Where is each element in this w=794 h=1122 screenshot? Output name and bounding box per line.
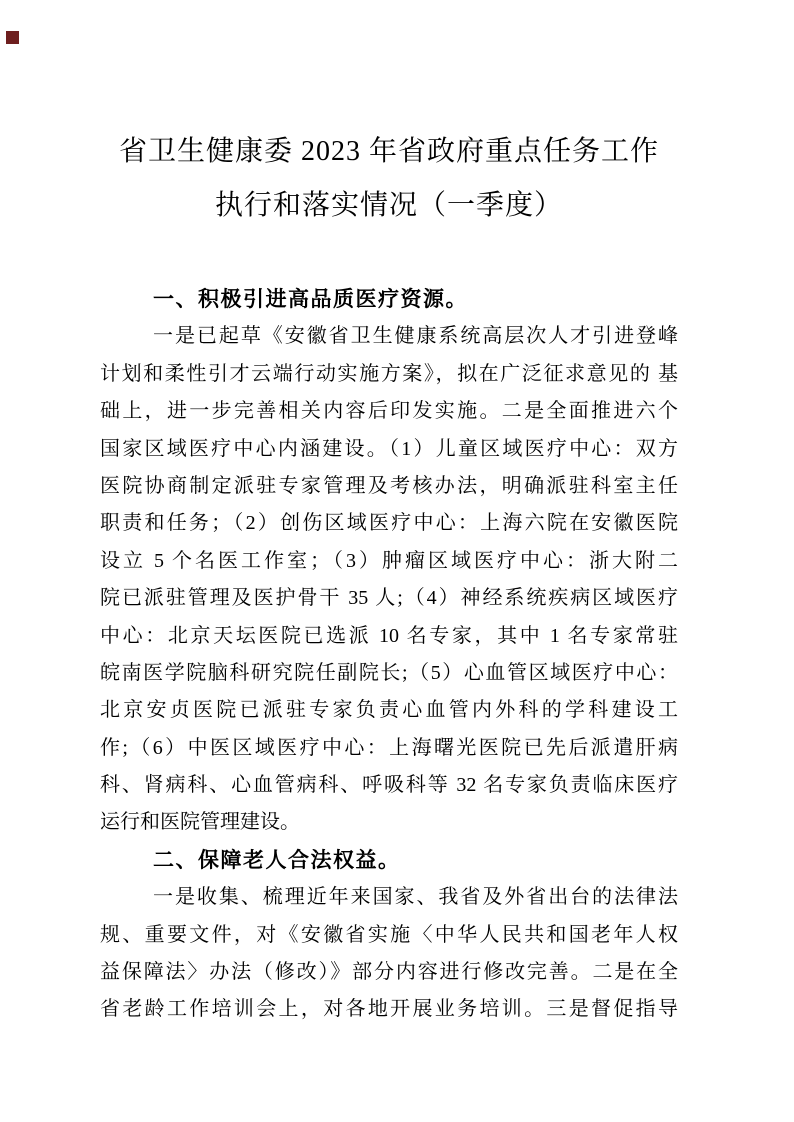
section-heading: 一、积极引进高品质医疗资源。 bbox=[153, 288, 468, 311]
document-title-line-2: 执行和落实情况（一季度） bbox=[214, 190, 563, 221]
doc-line: 础上，进一步完善相关内容后印发实施。二是全面推进六个 bbox=[100, 400, 678, 423]
doc-line: 省老龄工作培训会上，对各地开展业务培训。三是督促指导 bbox=[100, 998, 678, 1021]
doc-line: 皖南医学院脑科研究院任副院长;（5）心血管区域医疗中心： bbox=[100, 661, 678, 684]
doc-line: 作;（6）中医区域医疗中心：上海曙光医院已先后派遣肝病 bbox=[100, 736, 678, 759]
section-heading: 二、保障老人合法权益。 bbox=[153, 848, 401, 872]
document-content bbox=[100, 125, 678, 1029]
document-title-line-1: 省卫生健康委 2023 年省政府重点任务工作 bbox=[118, 136, 659, 167]
doc-line: 职责和任务；（2）创伤区域医疗中心：上海六院在安徽医院 bbox=[100, 512, 678, 535]
doc-line: 医院协商制定派驻专家管理及考核办法，明确派驻科室主任 bbox=[100, 474, 678, 497]
doc-line: 北京安贞医院已派驻专家负责心血管内外科的学科建设工 bbox=[100, 699, 678, 722]
doc-line: 益保障法〉办法（修改）》部分内容进行修改完善。二是在全 bbox=[100, 961, 678, 984]
document-title bbox=[100, 125, 678, 233]
doc-line: 一是已起草《安徽省卫生健康系统高层次人才引进登峰 bbox=[153, 325, 678, 348]
doc-line: 计划和柔性引才云端行动实施方案》，拟在广泛征求意见的 基 bbox=[100, 362, 678, 385]
doc-line: 国家区域医疗中心内涵建设。（1）儿童区域医疗中心：双方 bbox=[100, 437, 678, 460]
doc-line: 规、重要文件，对《安徽省实施〈中华人民共和国老年人权 bbox=[100, 923, 678, 946]
doc-line: 中心：北京天坛医院已选派 10 名专家，其中 1 名专家常驻 bbox=[100, 624, 678, 647]
corner-artifact bbox=[6, 31, 19, 44]
doc-line: 运行和医院管理建设。 bbox=[100, 811, 300, 834]
doc-line: 院已派驻管理及医护骨干 35 人;（4）神经系统疾病区域医疗 bbox=[100, 587, 678, 610]
doc-line: 设立 5 个名医工作室；（3）肿瘤区域医疗中心：浙大附二 bbox=[100, 549, 678, 572]
doc-line: 科、肾病科、心血管病科、呼吸科等 32 名专家负责临床医疗 bbox=[100, 774, 678, 797]
doc-line: 一是收集、梳理近年来国家、我省及外省出台的法律法 bbox=[153, 886, 678, 909]
document-body bbox=[100, 281, 678, 1029]
